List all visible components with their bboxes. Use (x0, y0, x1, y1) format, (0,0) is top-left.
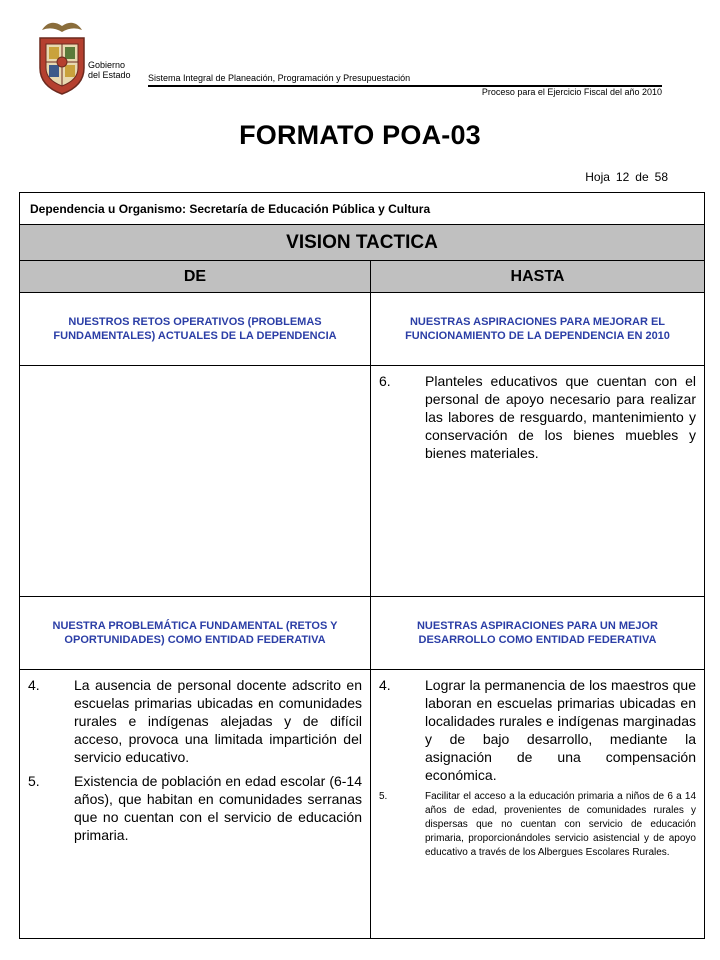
section1-left-body (20, 366, 371, 597)
item-number: 5. (28, 773, 40, 789)
section2-left-body (20, 670, 371, 939)
list-item (28, 772, 362, 844)
document-header (0, 0, 720, 110)
page-label: Hoja (585, 170, 610, 184)
item-number: 4. (28, 677, 40, 693)
item-number: 6. (379, 373, 391, 389)
list-item (379, 676, 696, 784)
section1-right-heading: NUESTRAS ASPIRACIONES PARA MEJORAR EL FUNCIONAMIENTO DE LA DEPENDENCIA EN 2010 (371, 293, 705, 366)
page-of-label: de (635, 170, 649, 184)
section2-left-heading: NUESTRA PROBLEMÁTICA FUNDAMENTAL (RETOS Y OPORTUNIDADES) COMO ENTIDAD FEDERATIVA (20, 597, 371, 670)
column-header-de: DE (20, 261, 371, 293)
item-number: 5. (379, 791, 388, 802)
list-item (379, 790, 696, 860)
item-text: La ausencia de personal docente adscrito en escuelas primarias ubicadas en comunidades rurales e indígenas alejadas y de difícil acceso, provoca una limitada impartición del servicio educativo. (74, 677, 362, 765)
section1-right-body (371, 366, 705, 597)
section2-right-heading: NUESTRAS ASPIRACIONES PARA UN MEJOR DESARROLLO COMO ENTIDAD FEDERATIVA (371, 597, 705, 670)
gov-label-line-2: del Estado (88, 70, 131, 80)
vision-title: VISION TACTICA (20, 225, 705, 261)
state-seal-icon (36, 16, 88, 96)
system-label: Sistema Integral de Planeación, Programación y Presupuestación (148, 73, 411, 83)
item-number: 4. (379, 677, 391, 693)
page-current: 12 (615, 170, 630, 184)
page-indicator (579, 170, 668, 184)
dependency-row: Dependencia u Organismo: Secretaría de Educación Pública y Cultura (20, 193, 705, 225)
section1-left-heading: NUESTROS RETOS OPERATIVOS (PROBLEMAS FUNDAMENTALES) ACTUALES DE LA DEPENDENCIA (20, 293, 371, 366)
section2-right-body (371, 670, 705, 939)
list-item (379, 372, 696, 462)
column-header-hasta: HASTA (371, 261, 705, 293)
list-item (28, 676, 362, 766)
item-text: Facilitar el acceso a la educación primaria a niños de 6 a 14 años de edad, provenientes de comunidades rurales y dispersas que no cuentan con servicio de educación primaria, proporcionándoles servicio asistencial y de apoyo educativo a través de los Albergues Escolares Rurales. (425, 791, 696, 858)
poa-table (19, 192, 705, 939)
government-label (88, 60, 131, 80)
item-text: Existencia de población en edad escolar (6-14 años), que habitan en comunidades serranas que no cuentan con el servicio de educación primaria. (74, 773, 362, 843)
gov-label-line-1: Gobierno (88, 60, 126, 70)
process-label: Proceso para el Ejercicio Fiscal del año 2010 (481, 87, 662, 97)
page-total: 58 (654, 170, 668, 184)
item-text: Planteles educativos que cuentan con el personal de apoyo necesario para realizar las labores de resguardo, mantenimiento y conservación de los bienes muebles y bienes materiales. (425, 373, 696, 461)
item-text: Lograr la permanencia de los maestros que laboran en escuelas primarias ubicadas en localidades rurales e indígenas marginadas y de bajo desarrollo, mediante la asignación de una compensación económica. (425, 677, 696, 783)
page-title: FORMATO POA-03 (239, 120, 481, 150)
